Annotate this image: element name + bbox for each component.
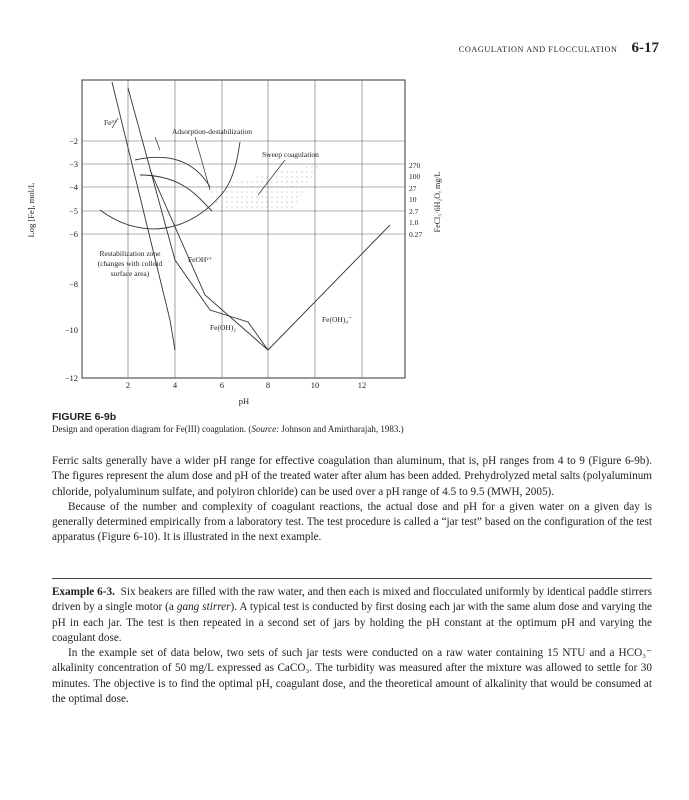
- curve-adsorb-2: [140, 175, 212, 211]
- x-tick-6: 6: [219, 380, 225, 390]
- y-tick: −2: [68, 136, 78, 146]
- x-tick-8: 8: [265, 380, 271, 390]
- right-tick: 0.27: [409, 230, 423, 239]
- y-tick: −10: [64, 325, 78, 335]
- solubility-curves: [97, 82, 390, 350]
- body-paragraphs: [52, 454, 652, 546]
- x-axis-label: pH: [238, 396, 250, 406]
- example-6-3: [52, 585, 652, 707]
- annotations: [98, 118, 352, 332]
- example-gang-stirrer: gang stirrer: [176, 601, 231, 614]
- label-feoh2plus: Fe(OH)₂: [210, 323, 236, 332]
- curve-fe3: [112, 82, 175, 350]
- page-number: 6-17: [631, 40, 659, 56]
- right-tick: 1.0: [409, 218, 419, 227]
- example-label: Example 6-3.: [52, 586, 115, 598]
- right-tick: 100: [409, 172, 421, 181]
- grid-vertical: [128, 80, 362, 378]
- y-axis-label: Log [Fe], mol/L: [26, 182, 36, 238]
- figure-caption: [52, 411, 652, 434]
- y-tick: −4: [68, 182, 78, 192]
- x-tick-labels: [126, 380, 366, 390]
- label-feoh4: Fe(OH)₄⁻: [322, 315, 352, 324]
- figure-caption-text: [52, 424, 652, 434]
- x-tick-10: 10: [310, 380, 320, 390]
- y-tick: −5: [68, 206, 78, 216]
- label-restab-1: Restabilization zone: [99, 249, 161, 258]
- x-tick-12: 12: [357, 380, 367, 390]
- label-adsorption: Adsorption-destabilization: [172, 127, 252, 136]
- caption-source: Johnson and Amirtharajah, 1983.): [279, 424, 404, 434]
- y-tick: −8: [68, 279, 78, 289]
- example-paragraph-2: In the example set of data below, two sets of such jar tests were conducted on a raw water containing 15 NTU and a HCO₃⁻ alkalinity concentration of 50 mg/L expressed as CaCO₃. The turbidity was measured after the mixture was allowed to settle for 30 minutes. The objective is to find the optimal pH, coagulant dose, and the theoretical amount of alkalinity that would be consumed at the optimal dose.: [52, 647, 652, 706]
- right-tick: 10: [409, 195, 417, 204]
- y-tick: −3: [68, 159, 78, 169]
- label-restab-2: (changes with colloid: [97, 259, 163, 268]
- y-tick: −6: [68, 229, 78, 239]
- figure-label: FIGURE 6-9b: [52, 411, 117, 423]
- x-tick-2: 2: [125, 380, 131, 390]
- label-sweep: Sweep coagulation: [262, 150, 319, 159]
- x-tick-4: 4: [172, 380, 178, 390]
- y-tick: −12: [64, 373, 78, 383]
- label-fe3: Fe³⁺: [104, 118, 118, 127]
- right-tick: 2.7: [409, 207, 419, 216]
- y-tick-labels: [65, 136, 79, 383]
- label-restab-3: surface area): [110, 269, 150, 278]
- caption-source-label: Source:: [251, 424, 280, 434]
- running-head-title: COAGULATION AND FLOCCULATION: [458, 45, 618, 54]
- curve-adsorb-1: [135, 157, 210, 187]
- example-paragraph-1: [52, 585, 652, 646]
- paragraph-2: Because of the number and complexity of coagulant reactions, the actual dose and pH for a given water on a given day is generally determined empirically from a laboratory test. The test procedure is called a “jar test” based on the configuration of the test apparatus (Figure 6-10). It is illustrated in the next example.: [52, 500, 652, 544]
- example-divider: [52, 578, 652, 579]
- label-feoh2: FeOH²⁺: [188, 255, 213, 264]
- right-tick: 270: [409, 161, 421, 170]
- caption-main: Design and operation diagram for Fe(III) coagulation. (: [52, 424, 252, 434]
- right-axis-label: FeCl₃·6H₂O, mg/L: [433, 171, 442, 233]
- right-tick-labels: [409, 161, 422, 239]
- paragraph-1: Ferric salts generally have a wider pH range for effective coagulation than aluminum, that is, pH ranges from 4 to 9 (Figure 6-9b). The figures represent the alum dose and pH of the treated water after alum has been added. Prehydrolyzed metal salts (polyaluminum chloride, polyaluminum sulfate, and polyiron chloride) can be used over a pH range of 4.5 to 9.5 (MWH, 2005).: [52, 455, 652, 498]
- plot-frame: [82, 80, 405, 378]
- right-tick: 27: [409, 184, 417, 193]
- example-text-a: Six beakers are filled with the raw water, and then each is mixed and flocculated uniformly by identical paddle stirrers driven by a single motor (a: [52, 586, 653, 614]
- example-text-b: ). A typical test is conducted by first dosing each jar with the same alum dose and varying the pH in each jar. The test is then repeated in a second set of jars by holding the pH constant at the optimum pH and varying the coagulant dose.: [52, 601, 653, 644]
